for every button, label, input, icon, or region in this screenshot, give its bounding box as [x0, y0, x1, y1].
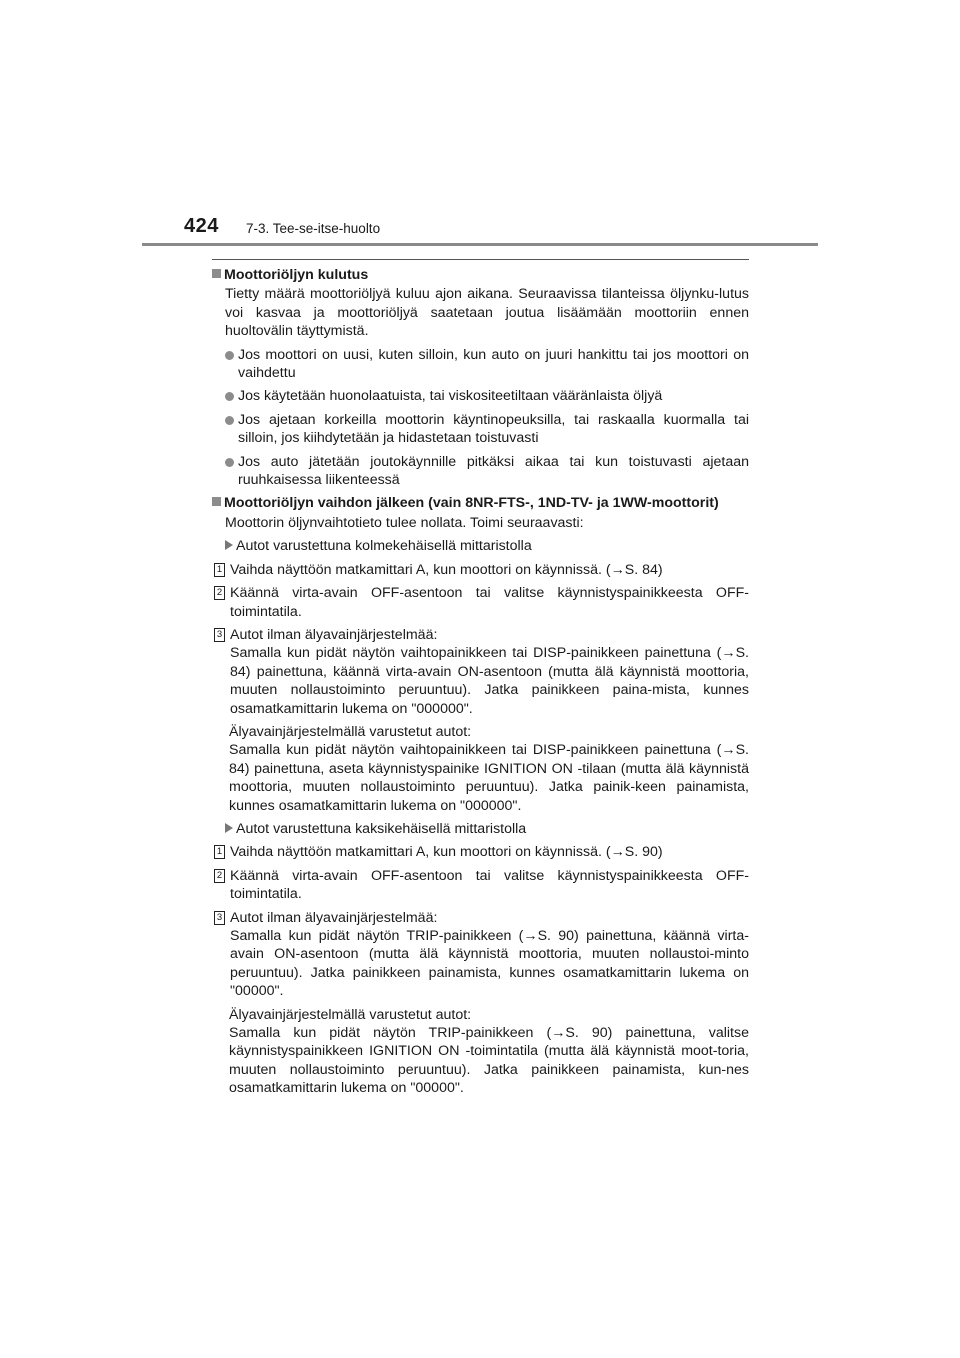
page-number: 424 — [184, 215, 219, 237]
step-text: Autot ilman älyavainjärjestelmää: Samalla kun pidät näytön TRIP-painikkeen (→S. 90) painettuna, käännä virta-avain ON-asentoon (mutta älä käynnistä moottoria, muuten nollaustoi-minto peruuntuu). Jatka painikkeen painamista, kunnes osamatkamittarin lukema on "00000". — [230, 909, 749, 1000]
content-rule — [212, 259, 749, 260]
step-text: Vaihda näyttöön matkamittari A, kun moottori on käynnissä. (→S. 90) — [230, 844, 663, 861]
step-text: Vaihda näyttöön matkamittari A, kun moottori on käynnissä. (→S. 84) — [230, 561, 663, 578]
heading-oil-change — [212, 494, 749, 512]
bullet-icon — [225, 392, 234, 401]
step-text: Käännä virta-avain OFF-asentoon tai valitse käynnistyspainikkeesta OFF-toimintatila. — [230, 867, 749, 903]
header-rule — [142, 243, 818, 246]
step-text: Autot ilman älyavainjärjestelmää: Samalla kun pidät näytön vaihtopainikkeen tai DISP-painikkeen painettuna (→S. 84) painettuna, käännä virta-avain ON-asentoon (mutta älä käynnistä moottoria, muuten nollaustoiminto peruuntuu). Jatka painikkeen paina-mista, kunnes osamatkamittarin lukema on "000000". — [230, 626, 749, 717]
section-title: 7-3. Tee-se-itse-huolto — [246, 221, 381, 236]
triangle-arrow-icon — [225, 540, 233, 550]
list-item — [212, 346, 749, 383]
step-number: 3 — [214, 628, 225, 642]
variant-title: Autot varustettuna kolmekehäisellä mittaristolla — [236, 538, 532, 555]
step-text: Käännä virta-avain OFF-asentoon tai valitse käynnistyspainikkeesta OFF-toimintatila. — [230, 585, 749, 620]
bullet-icon — [225, 416, 234, 425]
list-item — [212, 453, 749, 490]
heading-text: Moottoriöljyn vaihdon jälkeen (vain 8NR-FTS-, 1ND-TV- ja 1WW-moottorit) — [224, 495, 719, 512]
page-content — [212, 266, 749, 1103]
step — [212, 561, 749, 579]
heading-text: Moottoriöljyn kulutus — [224, 267, 369, 283]
paragraph: Moottorin öljynvaihtotieto tulee nollata. Toimi seuraavasti: — [225, 514, 584, 531]
step — [212, 626, 749, 718]
step — [212, 843, 749, 861]
list-item — [212, 411, 749, 448]
square-bullet-icon — [212, 269, 221, 278]
step-number: 1 — [214, 563, 225, 577]
bullet-icon — [225, 458, 234, 467]
triangle-arrow-icon — [225, 823, 233, 833]
list-item-text: Jos käytetään huonolaatuista, tai viskositeetiltaan vääränlaista öljyä — [238, 388, 663, 405]
step-number: 1 — [214, 845, 225, 859]
step — [212, 584, 749, 621]
variant-heading — [212, 820, 749, 838]
bullet-icon — [225, 351, 234, 360]
step-subparagraph: Älyavainjärjestelmällä varustetut autot: Samalla kun pidät näytön TRIP-painikkeen (→S. 90) painettuna, valitse käynnistyspainikkeen IGNITION ON -toimintatila (mutta älä käynnistä moot-toria, muuten nollaustoiminto peruuntuu). Jatka painikkeen painamista, kun-nes osamatkamittarin lukema on "00000". — [229, 1006, 749, 1097]
step-subparagraph: Älyavainjärjestelmällä varustetut autot: Samalla kun pidät näytön vaihtopainikkeen tai DISP-painikkeen painettuna (→S. 84) painettuna, aseta käynnistyspainike IGNITION ON -tilaan (mutta älä käynnistä moottoria, muuten nollaustoiminto peruuntuu). Jatka painik-keen painamista, kunnes osamatkamittarin lukema on "000000". — [229, 723, 749, 814]
list-item — [212, 387, 749, 405]
heading-oil-consumption — [212, 266, 749, 284]
list-item-text: Jos auto jätetään joutokäynnille pitkäksi aikaa tai kun toistuvasti ajetaan ruuhkaisessa liikenteessä — [238, 453, 749, 489]
step-number: 2 — [214, 586, 225, 600]
step — [212, 867, 749, 904]
step-number: 2 — [214, 869, 225, 883]
variant-heading — [212, 537, 749, 555]
list-item-text: Jos ajetaan korkeilla moottorin käyntinopeuksilla, tai raskaalla kuormalla tai silloin, jos kiihdytetään ja hidastetaan toistuvasti — [238, 411, 749, 447]
step — [212, 909, 749, 1001]
list-item-text: Jos moottori on uusi, kuten silloin, kun auto on juuri hankittu tai jos moottori on vaihdettu — [238, 346, 749, 382]
step-number: 3 — [214, 911, 225, 925]
paragraph: Tietty määrä moottoriöljyä kuluu ajon aikana. Seuraavissa tilanteissa öljynku-lutus voi kasvaa ja moottoriöljyä saatetaan joutua lisäämään moottoriin ennen huoltovälin täyttymistä. — [225, 286, 749, 340]
variant-title: Autot varustettuna kaksikehäisellä mittaristolla — [236, 820, 527, 837]
square-bullet-icon — [212, 497, 221, 506]
